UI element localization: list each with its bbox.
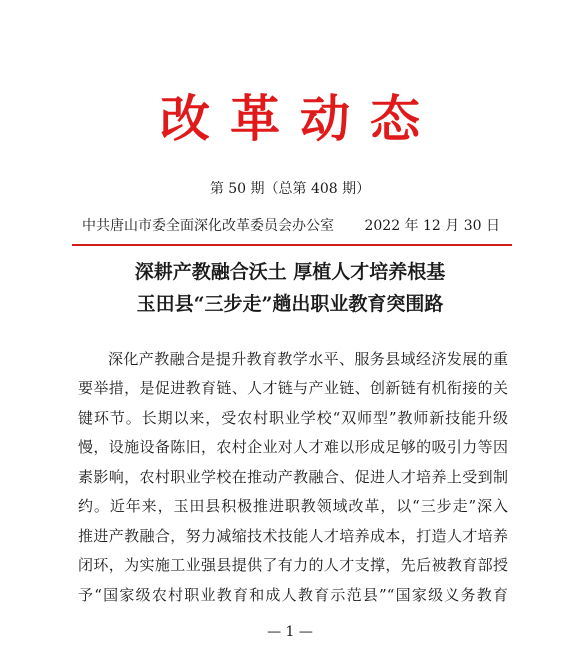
body-line: 要举措，是促进教育链、人才链与产业链、创新链有机衔接的关	[78, 379, 508, 397]
issuing-office: 中共唐山市委全面深化改革委员会办公室	[82, 218, 334, 234]
issue-date: 2022 年 12 月 30 日	[364, 218, 500, 234]
body-line: 键环节。长期以来，受农村职业学校“双师型”教师新技能升级	[78, 409, 508, 427]
body-line: 慢，设施设备陈旧，农村企业对人才难以形成足够的吸引力等因	[78, 438, 508, 456]
issue-number: 第 50 期（总第 408 期）	[209, 181, 371, 197]
body-line: 闭环，为实施工业强县提供了有力的人才支撑，先后被教育部授	[78, 556, 508, 574]
article-headline-line-1: 深耕产教融合沃土 厚植人才培养根基	[134, 261, 446, 283]
article-headline-line-2: 玉田县“三步走”趟出职业教育突围路	[136, 293, 444, 315]
body-line: 深化产教融合是提升教育教学水平、服务县域经济发展的重	[108, 350, 508, 368]
masthead-title: 改革动态	[160, 89, 440, 148]
body-line: 推进产教融合，努力减缩技术技能人才培养成本，打造人才培养	[78, 527, 508, 545]
body-line: 予“国家级农村职业教育和成人教育示范县”“国家级义务教育	[78, 586, 508, 604]
red-divider-rule	[72, 244, 512, 246]
body-line: 约。近年来，玉田县积极推进职教领域改革，以“三步走”深入	[78, 497, 508, 515]
page-number: — 1 —	[267, 624, 313, 640]
body-line: 素影响，农村职业学校在推动产教融合、促进人才培养上受到制	[78, 468, 508, 486]
